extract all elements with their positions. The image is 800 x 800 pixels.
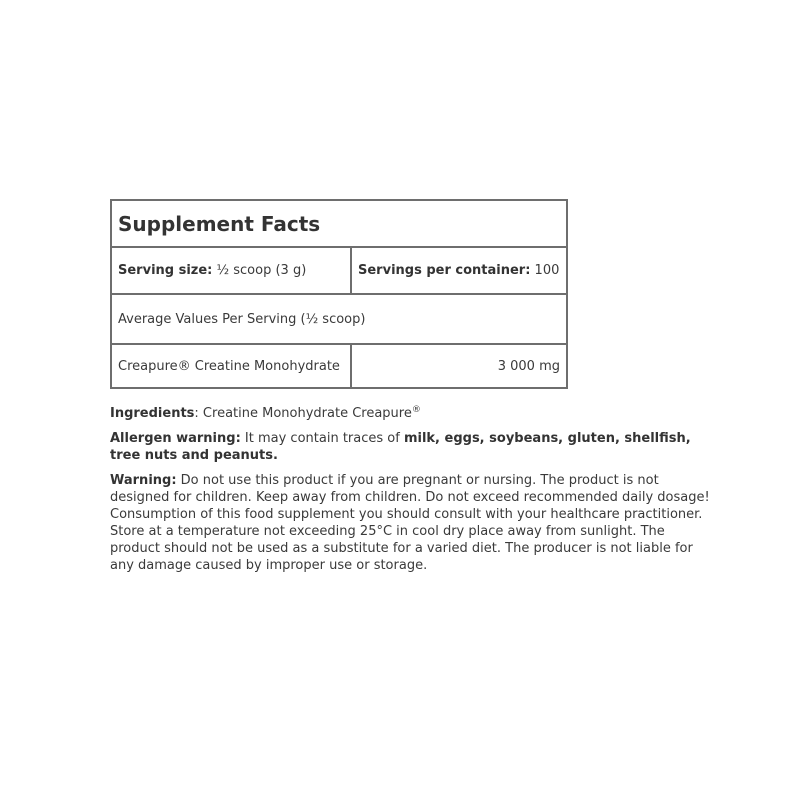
ingredient-amount-cell: 3 000 mg bbox=[351, 344, 567, 388]
warning-label: Warning: bbox=[110, 473, 177, 488]
ingredients-label: Ingredients bbox=[110, 406, 195, 421]
table-title: Supplement Facts bbox=[111, 200, 567, 247]
serving-size-value: ½ scoop (3 g) bbox=[212, 263, 307, 278]
servings-value: 100 bbox=[530, 263, 560, 278]
ingredients-text: : Creatine Monohydrate Creapure bbox=[194, 406, 412, 421]
allergen-paragraph bbox=[110, 430, 710, 464]
servings-per-container-cell bbox=[351, 247, 567, 294]
allergen-label: Allergen warning: bbox=[110, 431, 241, 446]
supplement-info bbox=[110, 199, 710, 582]
ingredients-paragraph bbox=[110, 405, 710, 422]
servings-label: Servings per container: bbox=[358, 263, 531, 278]
warning-paragraph bbox=[110, 472, 710, 574]
allergen-text: It may contain traces of bbox=[240, 431, 404, 446]
serving-size-cell bbox=[111, 247, 351, 294]
supplement-facts-table bbox=[110, 199, 568, 389]
serving-size-label: Serving size: bbox=[118, 263, 213, 278]
registered-mark: ® bbox=[411, 405, 421, 415]
allergen-list: milk, eggs, soybeans, gluten, shellfish, tree nuts and peanuts. bbox=[110, 431, 691, 463]
warning-text: Do not use this product if you are pregnant or nursing. The product is not designed for children. Keep away from children. Do not exceed recommended daily dosage! Consumption of this food supplement you should consult with your healthcare practitioner. Store at a temperature not exceeding 25°C in cool dry place away from sunlight. The product should not be used as a substitute for a varied diet. The producer is not liable for any damage caused by improper use or storage. bbox=[110, 473, 710, 573]
average-values-cell: Average Values Per Serving (½ scoop) bbox=[111, 294, 567, 344]
ingredient-name-cell: Creapure® Creatine Monohydrate bbox=[111, 344, 351, 388]
